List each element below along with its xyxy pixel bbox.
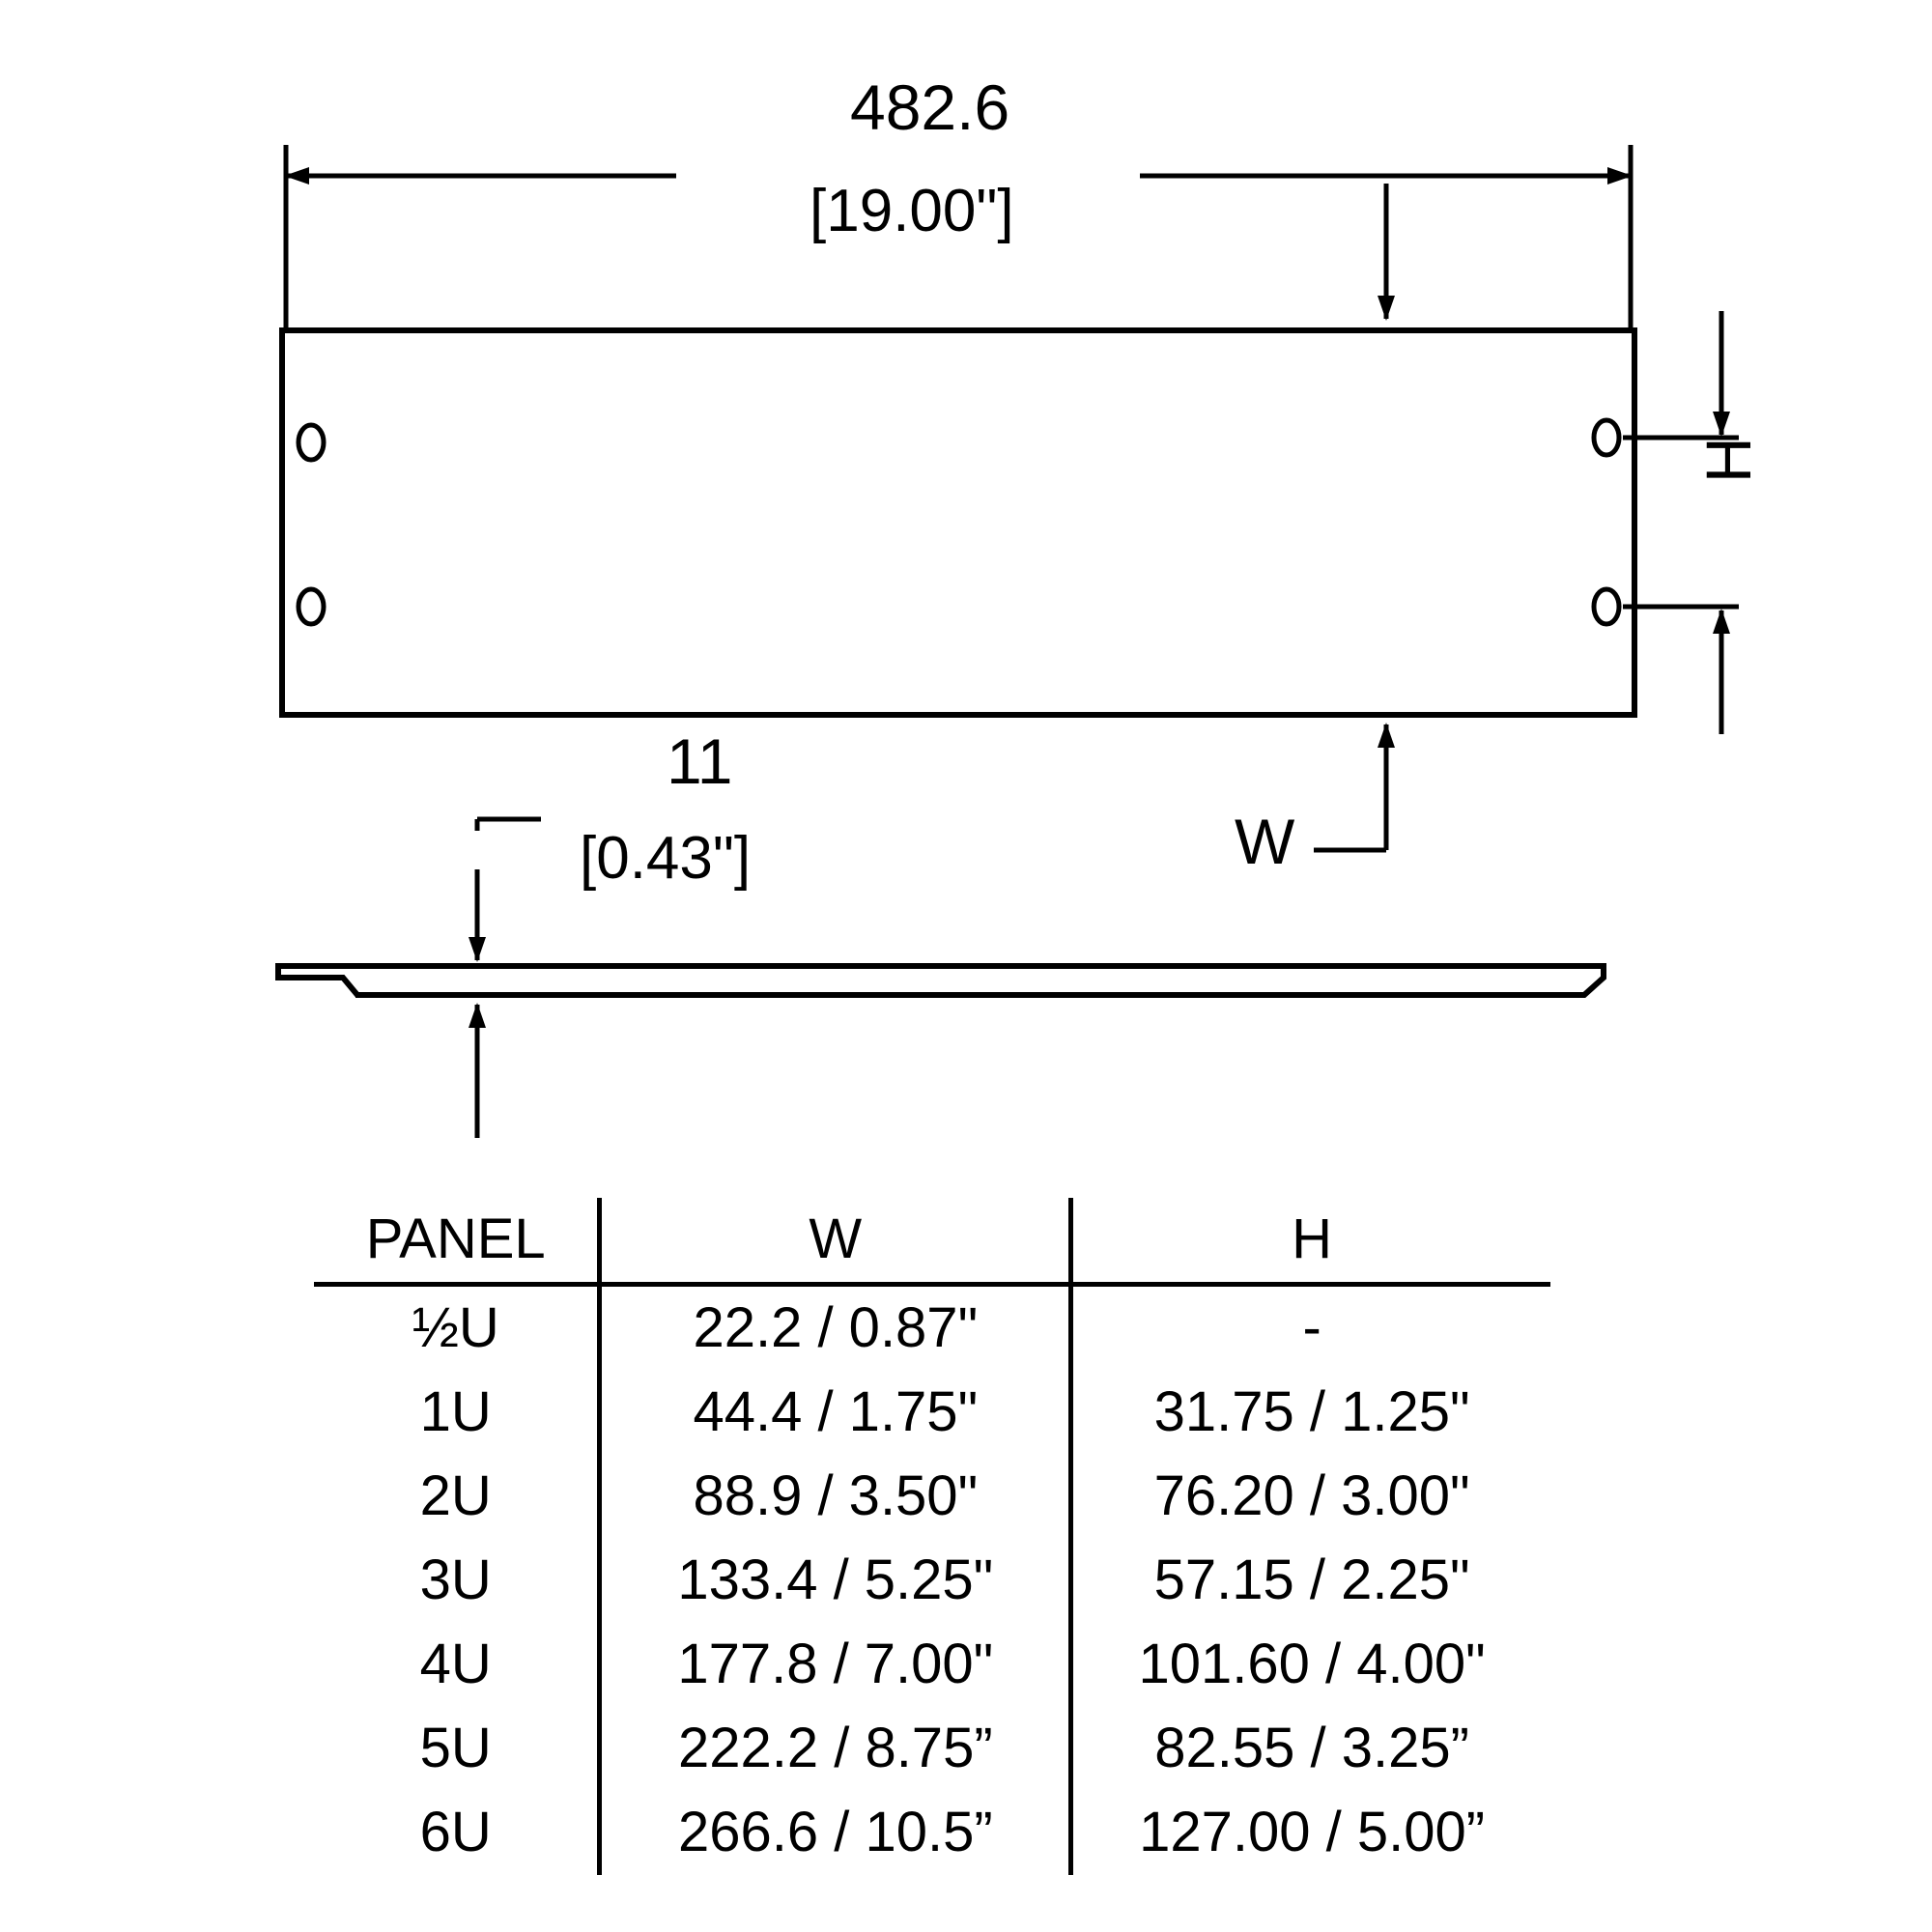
dimension-label-width-in: [19.00"]: [810, 178, 1014, 244]
table-row: [314, 1707, 1550, 1791]
mounting-hole-bottom-right: [1594, 589, 1619, 624]
mounting-hole-bottom-left: [298, 589, 324, 624]
cell-h: 101.60 / 4.00": [1138, 1633, 1486, 1695]
table-row: [314, 1455, 1550, 1539]
cell-panel: 1U: [314, 1371, 600, 1455]
dimension-H: [1623, 311, 1739, 734]
cell-h: 76.20 / 3.00": [1153, 1464, 1470, 1527]
cell-w: 133.4 / 5.25": [600, 1539, 1071, 1623]
dimension-label-width-mm: 482.6: [850, 71, 1010, 143]
cell-h: -: [1302, 1296, 1321, 1359]
panel-spec-table: [314, 1198, 1550, 1875]
table-header: [314, 1198, 1550, 1285]
cell-w: 22.2 / 0.87": [600, 1285, 1071, 1372]
cell-w: 88.9 / 3.50": [600, 1455, 1071, 1539]
cell-w: 177.8 / 7.00": [600, 1623, 1071, 1707]
dimension-label-thickness-mm: 11: [667, 725, 733, 797]
dimension-label-thickness-in: [0.43"]: [580, 825, 752, 892]
side-view-profile: [278, 966, 1604, 995]
table-row: [314, 1539, 1550, 1623]
cell-w: 266.6 / 10.5”: [600, 1791, 1071, 1875]
cell-panel: 6U: [314, 1791, 600, 1875]
table-body: [314, 1285, 1550, 1876]
table-row: [314, 1285, 1550, 1372]
cell-panel: 2U: [314, 1455, 600, 1539]
cell-panel: 5U: [314, 1707, 600, 1791]
mounting-hole-top-left: [298, 425, 324, 460]
front-view-outline: [282, 330, 1634, 715]
cell-h: 127.00 / 5.00”: [1139, 1801, 1486, 1863]
cell-h: 31.75 / 1.25": [1153, 1380, 1470, 1443]
cell-panel: ½U: [314, 1285, 600, 1372]
dimension-W: [1314, 184, 1386, 850]
cell-w: 44.4 / 1.75": [600, 1371, 1071, 1455]
dimension-label-H: H: [1692, 437, 1764, 483]
table-row: [314, 1371, 1550, 1455]
dimension-thickness: [477, 819, 541, 1138]
cell-panel: 4U: [314, 1623, 600, 1707]
table-row: [314, 1791, 1550, 1875]
column-header-h: H: [1071, 1198, 1550, 1285]
cell-h: 82.55 / 3.25”: [1154, 1717, 1469, 1779]
table-row: [314, 1623, 1550, 1707]
mounting-hole-top-right: [1594, 420, 1619, 455]
dimension-label-W: W: [1235, 806, 1295, 877]
column-header-panel: PANEL: [314, 1198, 600, 1285]
cell-h: 57.15 / 2.25": [1153, 1548, 1470, 1611]
cell-w: 222.2 / 8.75”: [600, 1707, 1071, 1791]
table-header-row: [314, 1198, 1550, 1285]
column-header-w: W: [600, 1198, 1071, 1285]
cell-panel: 3U: [314, 1539, 600, 1623]
